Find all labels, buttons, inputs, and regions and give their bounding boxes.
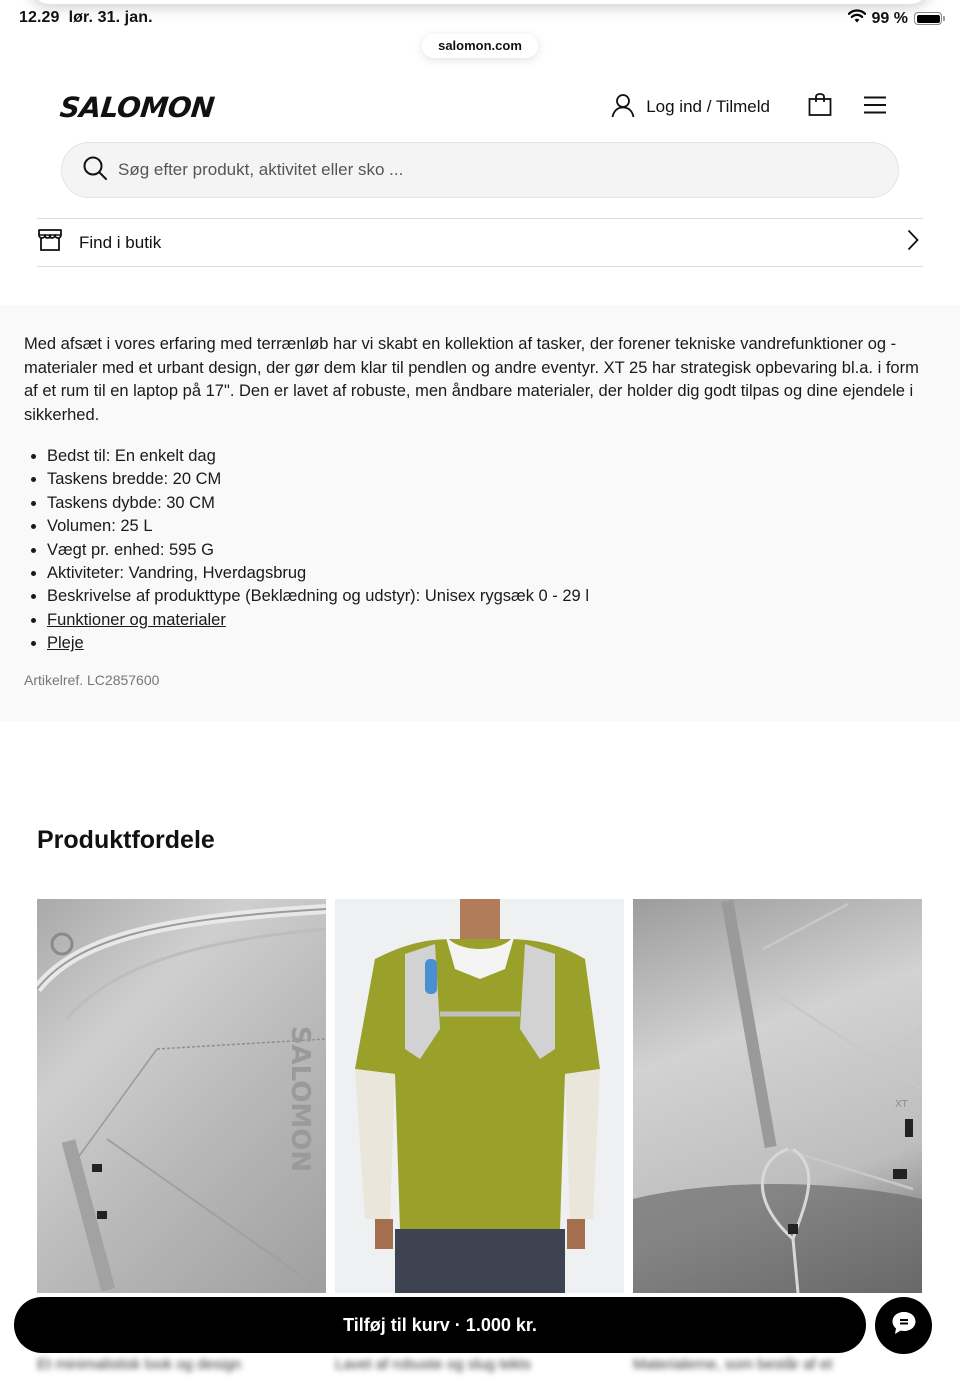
spec-item: • Aktiviteter: Vandring, Hverdagsbrug: [47, 562, 936, 585]
search-bar[interactable]: [61, 142, 899, 198]
features-materials-link[interactable]: Funktioner og materialer: [47, 610, 226, 629]
previous-tab-shadow: [30, 0, 930, 4]
benefit-image-backpack-front[interactable]: [37, 899, 326, 1293]
benefit-image-model[interactable]: [335, 899, 624, 1293]
product-description: [0, 305, 960, 721]
site-header: [60, 84, 886, 130]
add-to-cart-label: Tilføj til kurv · 1.000 kr.: [343, 1314, 537, 1335]
spec-item: • Vægt pr. enhed: 595 G: [47, 539, 936, 562]
care-link[interactable]: Pleje: [47, 634, 84, 653]
battery-percent: 99 %: [871, 9, 908, 27]
spec-item: • Taskens bredde: 20 CM: [47, 468, 936, 491]
chat-bubble-icon: [891, 1311, 917, 1340]
chevron-right-icon: [907, 229, 919, 256]
benefit-caption: Lavet af robuste og slug tekts: [335, 1356, 531, 1373]
status-time: [19, 9, 153, 27]
spec-list: [24, 445, 936, 656]
article-reference: Artikelref. LC2857600: [24, 671, 160, 688]
menu-button[interactable]: [864, 96, 886, 119]
benefit-caption: Materialerne, som består af et: [633, 1356, 833, 1373]
shopping-bag-icon: [808, 93, 832, 122]
benefit-caption: Et minimalistisk look og design: [37, 1356, 242, 1373]
user-icon: [610, 92, 636, 123]
link-item: [47, 609, 936, 632]
description-paragraph: Med afsæt i vores erfaring med terrænløb har vi skabt en kollektion af tasker, der forener tekniske vandrefunktioner og -materialer med et urbant design, der gør dem klar til pendlen og andre eventyr. XT 25 har strategisk opbevaring bl.a. i form af et rum til en laptop på 17". Den er lavet af robuste, men åndbare materialer, der holder dig godt tilpas og dine ejendele i sikkerhed.: [24, 335, 919, 424]
benefit-image-bungee-cord[interactable]: [633, 899, 922, 1293]
salomon-logo[interactable]: SALOMON: [58, 90, 216, 124]
url-bar[interactable]: salomon.com: [422, 34, 538, 58]
hamburger-menu-icon: [864, 96, 886, 119]
login-button[interactable]: [610, 92, 770, 123]
svg-text:XT: XT: [895, 1099, 908, 1110]
spec-item: • Volumen: 25 L: [47, 515, 936, 538]
search-icon: [82, 155, 108, 186]
add-to-cart-button[interactable]: [14, 1297, 866, 1353]
find-in-store-row[interactable]: [37, 218, 923, 267]
time-text: 12.29: [19, 9, 60, 26]
benefits-title: Produktfordele: [37, 826, 215, 854]
spec-item: • Bedst til: En enkelt dag: [47, 445, 936, 468]
spec-item: • Beskrivelse af produkttype (Beklædning og udstyr): Unisex rygsæk 0 - 29 l: [47, 585, 936, 608]
wifi-icon: [848, 9, 866, 28]
benefits-gallery: [37, 899, 922, 1293]
store-icon: [37, 228, 63, 257]
battery-icon: [914, 12, 942, 25]
status-right: [848, 9, 942, 28]
svg-text:SALOMON: SALOMON: [285, 1025, 315, 1173]
chat-button[interactable]: [875, 1297, 932, 1354]
status-bar: [0, 0, 960, 36]
login-label: Log ind / Tilmeld: [646, 97, 770, 116]
date-text: lør. 31. jan.: [68, 9, 153, 26]
cart-button[interactable]: [808, 93, 832, 122]
spec-item: • Taskens dybde: 30 CM: [47, 492, 936, 515]
link-item: [47, 632, 936, 655]
search-input[interactable]: [118, 160, 818, 180]
header-actions: [610, 92, 886, 123]
find-in-store-label: Find i butik: [79, 232, 162, 252]
